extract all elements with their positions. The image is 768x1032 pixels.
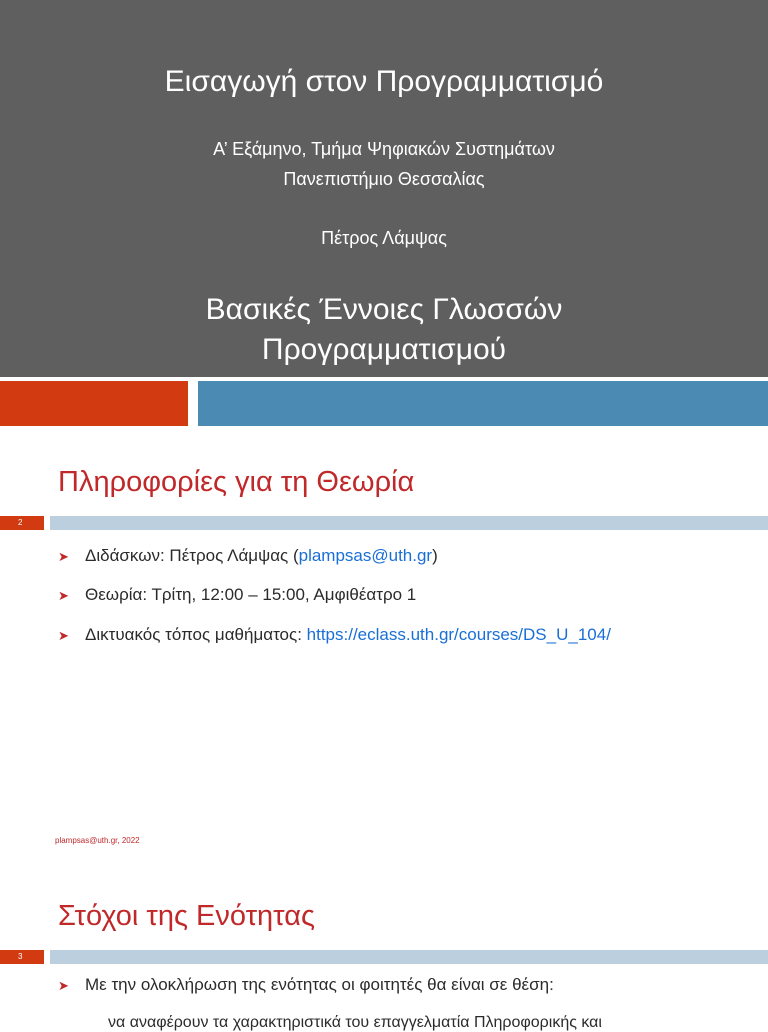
arrow-bullet-icon: ➤ [58, 628, 69, 643]
instructor-email-link[interactable]: plampsas@uth.gr [298, 546, 433, 565]
author-line: Πέτρος Λάμψας [321, 228, 447, 248]
instructor-text: Διδάσκων: Πέτρος Λάμψας ( [85, 546, 299, 565]
course-title: Εισαγωγή στον Προγραμματισμό [164, 65, 604, 98]
topic-title-line1: Βασικές Έννοιες Γλωσσών [205, 293, 563, 326]
slide-title: Πληροφορίες για τη Θεωρία [58, 466, 415, 498]
bullet-instructor [58, 545, 438, 568]
title-panel [0, 0, 768, 377]
slide-number: 2 [0, 516, 44, 530]
topic-title-line2: Προγραμματισμού [261, 333, 507, 366]
bullet-objectives [58, 974, 554, 997]
course-website-link[interactable]: https://eclass.uth.gr/courses/DS_U_104/ [306, 625, 611, 644]
arrow-bullet-icon: ➤ [58, 588, 69, 603]
objectives-text: Με την ολοκλήρωση της ενότητας οι φοιτητές θα είναι σε θέση: [85, 975, 554, 994]
website-text: Δικτυακός τόπος μαθήματος: [85, 625, 307, 644]
title-slide [0, 0, 768, 427]
header-bar [50, 950, 768, 964]
bullet-theory [58, 584, 416, 607]
slide-number: 3 [0, 950, 44, 964]
accent-red-block [0, 381, 188, 426]
slide-footer: plampsas@uth.gr, 2022 [55, 836, 140, 845]
bullet-website [58, 624, 611, 647]
semester-line: Α’ Εξάμηνο, Τμήμα Ψηφιακών Συστημάτων [213, 139, 555, 159]
topic-title [0, 290, 768, 370]
slide-3 [0, 872, 768, 1031]
arrow-bullet-icon: ➤ [58, 549, 69, 564]
sub-bullet-partial: να αναφέρουν τα χαρακτηριστικά του επαγγελματία Πληροφορικής και [108, 1014, 602, 1031]
header-bar [50, 516, 768, 530]
slide-title: Στόχοι της Ενότητας [58, 900, 315, 932]
accent-blue-block [198, 381, 768, 426]
instructor-suffix: ) [432, 546, 438, 565]
arrow-bullet-icon: ➤ [58, 978, 69, 993]
university-line: Πανεπιστήμιο Θεσσαλίας [283, 169, 485, 189]
theory-text: Θεωρία: Τρίτη, 12:00 – 15:00, Αμφιθέατρο 1 [85, 585, 417, 604]
slide-2 [0, 432, 768, 860]
